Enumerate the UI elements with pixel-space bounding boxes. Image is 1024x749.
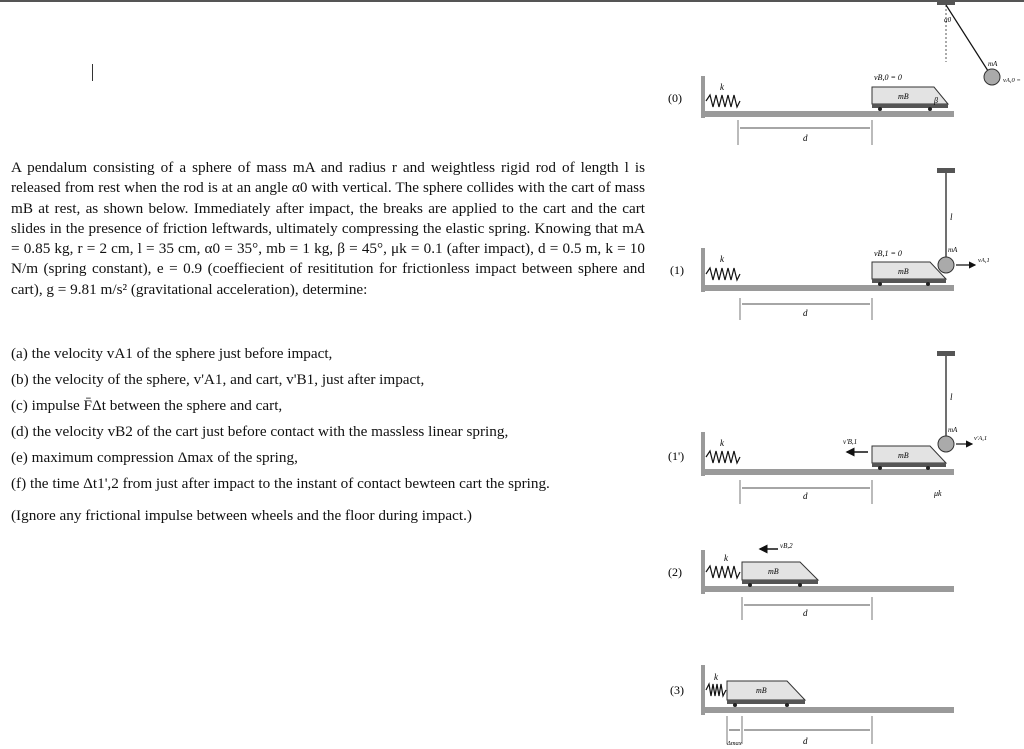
pivot xyxy=(937,168,955,173)
cart-mass-label: mB xyxy=(898,267,909,276)
frame-label-3: (3) xyxy=(670,683,684,697)
cart-base xyxy=(872,279,946,283)
spring xyxy=(706,684,726,696)
vb1-label: vB,1 = 0 xyxy=(874,249,902,258)
sphere xyxy=(938,257,954,273)
floor xyxy=(701,707,954,713)
vb2-label: vB,2 xyxy=(780,542,793,550)
spring-label: k xyxy=(720,254,724,264)
question-a: (a) the velocity vA1 of the sphere just before impact, xyxy=(11,345,333,362)
spring xyxy=(706,451,740,463)
cart xyxy=(742,562,818,580)
distance-label: d xyxy=(803,308,808,318)
frame-label-0: (0) xyxy=(668,91,682,105)
floor xyxy=(701,111,954,117)
question-b: (b) the velocity of the sphere, v'A1, and cart, v'B1, just after impact, xyxy=(11,371,425,388)
distance-label: d xyxy=(803,608,808,618)
sphere-mass-label: mA xyxy=(948,426,958,434)
va0-label: vA,0 = xyxy=(1003,77,1021,84)
spring-label: k xyxy=(720,438,724,448)
frame-label-1p: (1') xyxy=(668,449,685,463)
va1p-label: v'A,1 xyxy=(974,435,988,442)
frame-label-1: (1) xyxy=(670,263,684,277)
cart-base xyxy=(872,463,946,467)
frame-1 xyxy=(701,168,990,320)
cart-mass-label: mB xyxy=(768,567,779,576)
problem-text: A pendalum consisting of a sphere of mass mA and radius r and weightless rigid rod of length l is released from rest when the rod is at an angle α0 with vertical. The sphere collides with the cart of mass mB at rest, as shown below. Immediately after impact, the breaks are applied to the cart and the cart slides in the presence of friction leftwards, ultimately compressing the elastic spring. Knowing that mA = 0.85 kg, r = 2 cm, l = 35 cm, α0 = 35°, mb = 1 kg, β = 45°, μk = 0.1 (after impact), d = 0.5 m, k = 10 N/m (spring constant), e = 0.9 (coeffiecient of resititution for frictionless impact between sphere and cart), g = 9.81 m/s² (gravitational acceleration), determine: xyxy=(11,159,645,298)
question-c: (c) impulse F̄Δt between the sphere and cart, xyxy=(11,397,283,414)
va1-label: vA,1 xyxy=(978,257,990,264)
spring xyxy=(706,566,740,578)
sphere xyxy=(984,69,1000,85)
spring xyxy=(706,268,740,280)
rod-length-label: l xyxy=(950,392,953,402)
sphere-mass-label: mA xyxy=(988,60,998,68)
frame-1-prime xyxy=(701,351,987,504)
question-d: (d) the velocity vB2 of the cart just before contact with the massless linear spring, xyxy=(11,423,509,440)
cart-mass-label: mB xyxy=(756,686,767,695)
cart-mass-label: mB xyxy=(898,92,909,101)
pivot xyxy=(937,351,955,356)
frame-0 xyxy=(701,2,1021,145)
floor xyxy=(701,586,954,592)
pivot xyxy=(937,2,955,5)
rod xyxy=(946,5,990,74)
question-f: (f) the time Δt1',2 from just after impact to the instant of contact bewteen cart the spring. xyxy=(11,475,550,492)
note: (Ignore any frictional impulse between wheels and the floor during impact.) xyxy=(11,507,472,524)
alpha-label: α0 xyxy=(944,16,952,24)
frame-3 xyxy=(701,665,954,747)
spring xyxy=(706,95,740,107)
distance-label: d xyxy=(803,491,808,501)
vb0-label: vB,0 = 0 xyxy=(874,73,902,82)
vb1p-label: v'B,1 xyxy=(843,438,858,446)
dmax-label: Δmax xyxy=(727,740,742,747)
cart-mass-label: mB xyxy=(898,451,909,460)
frame-label-2: (2) xyxy=(668,565,682,579)
question-e: (e) maximum compression Δmax of the spring, xyxy=(11,449,298,466)
cart-base xyxy=(742,580,818,584)
cart xyxy=(872,262,946,279)
rod-length-label: l xyxy=(950,212,953,222)
floor xyxy=(701,469,954,475)
spring-label: k xyxy=(714,672,718,682)
muk-label: μk xyxy=(934,489,942,498)
frame-2 xyxy=(701,542,954,620)
sphere xyxy=(938,436,954,452)
beta-label: β xyxy=(934,96,938,105)
spring-label: k xyxy=(720,82,724,92)
spring-label: k xyxy=(724,553,728,563)
floor xyxy=(701,285,954,291)
sphere-mass-label: mA xyxy=(948,246,958,254)
cart xyxy=(872,446,946,463)
distance-label: d xyxy=(803,133,808,143)
cart-base xyxy=(727,700,805,704)
distance-label: d xyxy=(803,736,808,746)
